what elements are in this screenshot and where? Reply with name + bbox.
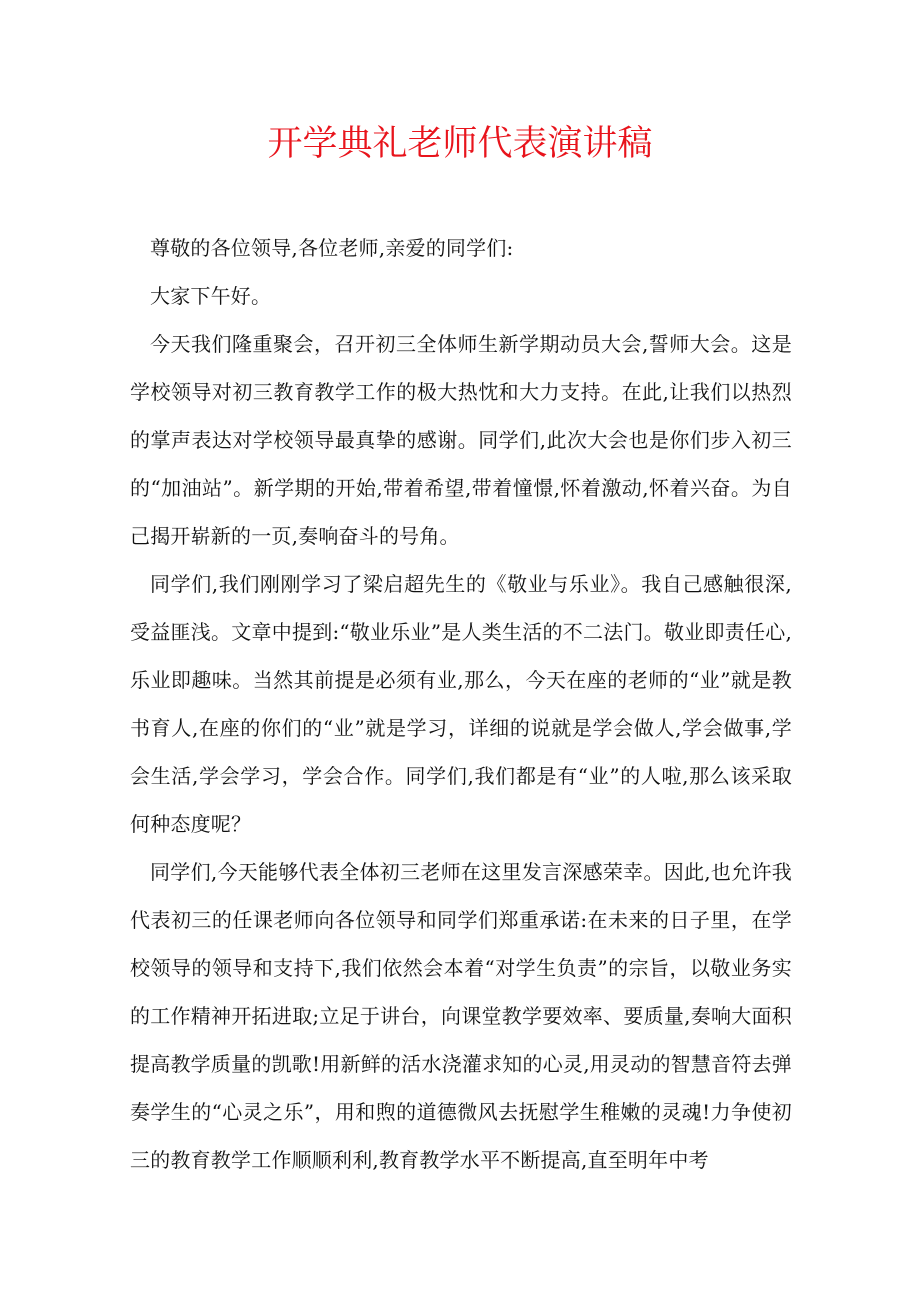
document-title: 开学典礼老师代表演讲稿 bbox=[267, 124, 653, 164]
document-body bbox=[130, 224, 792, 1184]
paragraph-dedication: 同学们,我们刚刚学习了梁启超先生的《敬业与乐业》。我自己感触很深,受益匪浅。文章中提到:“敬业乐业”是人类生活的不二法门。敬业即责任心,乐业即趣味。当然其前提是必须有业,那么，今天在座的老师的“业”就是教书育人,在座的你们的“业”就是学习，详细的说就是学会做人,学会做事,学会生活,学会学习，学会合作。同学们,我们都是有“业”的人啦,那么该采取何种态度呢？ bbox=[130, 572, 792, 836]
paragraph-greeting: 大家下午好。 bbox=[150, 284, 272, 308]
paragraph-opening: 今天我们隆重聚会，召开初三全体师生新学期动员大会,誓师大会。这是学校领导对初三教育教学工作的极大热忱和大力支持。在此,让我们以热烈的掌声表达对学校领导最真挚的感谢。同学们,此次大会也是你们步入初三的“加油站”。新学期的开始,带着希望,带着憧憬,怀着激动,怀着兴奋。为自己揭开崭新的一页,奏响奋斗的号角。 bbox=[130, 332, 792, 548]
paragraph-salutation: 尊敬的各位领导,各位老师,亲爱的同学们: bbox=[150, 236, 514, 260]
paragraph-commitment: 同学们,今天能够代表全体初三老师在这里发言深感荣幸。因此,也允许我代表初三的任课老师向各位领导和同学们郑重承诺:在未来的日子里，在学校领导的领导和支持下,我们依然会本着“对学生负责”的宗旨，以敬业务实的工作精神开拓进取;立足于讲台，向课堂教学要效率、要质量,奏响大面积提高教学质量的凯歌!用新鲜的活水浇灌求知的心灵,用灵动的智慧音符去弹奏学生的“心灵之乐”，用和煦的道德微风去抚慰学生稚嫩的灵魂!力争使初三的教育教学工作顺顺利利,教育教学水平不断提高,直至明年中考 bbox=[130, 860, 792, 1172]
